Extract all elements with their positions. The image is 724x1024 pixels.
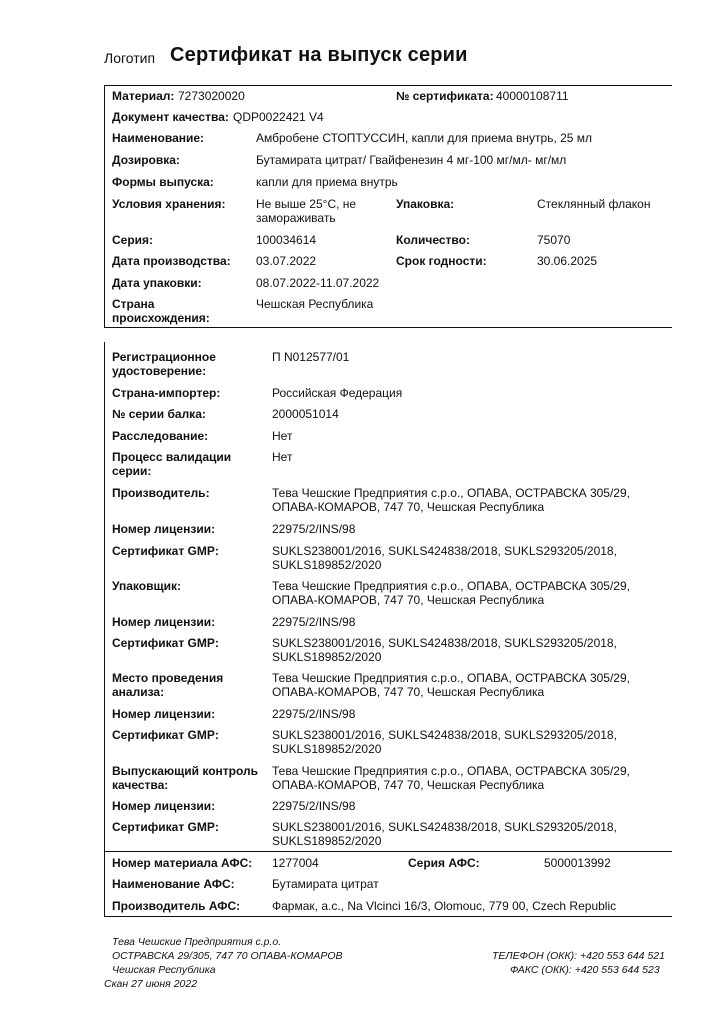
origin-label-line1: Страна bbox=[112, 297, 155, 311]
logo-placeholder: Логотип bbox=[104, 50, 156, 66]
analysis-address-line2: ОПАВА-КОМАРОВ, 747 70, Чешская Республика bbox=[272, 685, 545, 699]
manufacturer-label: Производитель: bbox=[112, 486, 210, 500]
investigation-label: Расследование: bbox=[112, 429, 209, 443]
release-qc-label-line1: Выпускающий контроль bbox=[112, 764, 259, 778]
name-value: Амбробене СТОПТУССИН, капли для приема внутрь, 25 мл bbox=[256, 131, 593, 145]
gmp-label: Сертификат GMP: bbox=[112, 728, 219, 742]
registration-value: П N012577/01 bbox=[272, 350, 350, 364]
quality-doc-value: QDP0022421 V4 bbox=[233, 110, 324, 124]
expiry-value: 30.06.2025 bbox=[537, 254, 598, 268]
bottom-divider bbox=[104, 916, 672, 917]
api-manufacturer-value: Фармак, а.с., Na Vlcinci 16/3, Olomouc, 779 00, Czech Republic bbox=[272, 899, 617, 913]
package-label: Упаковка: bbox=[396, 197, 455, 211]
gmp-label: Сертификат GMP: bbox=[112, 636, 219, 650]
left-border-bottom bbox=[104, 342, 105, 917]
api-name-value: Бутамирата цитрат bbox=[272, 877, 379, 891]
api-material-label: Номер материала АФС: bbox=[112, 856, 253, 870]
registration-label-line1: Регистрационное bbox=[112, 350, 216, 364]
validation-value: Нет bbox=[272, 450, 293, 464]
release-qc-label-line2: качества: bbox=[112, 778, 169, 792]
series-label: Серия: bbox=[112, 233, 154, 247]
license-value: 22975/2/INS/98 bbox=[272, 799, 356, 813]
api-manufacturer-label: Производитель АФС: bbox=[112, 899, 241, 913]
packager-address-line2: ОПАВА-КОМАРОВ, 747 70, Чешская Республика bbox=[272, 593, 545, 607]
name-label: Наименование: bbox=[112, 131, 205, 145]
manufacturer-address-line1: Тева Чешские Предприятия с.р.о., ОПАВА, ОСТРАВСКА 305/29, bbox=[272, 486, 630, 500]
validation-label-line1: Процесс валидации bbox=[112, 450, 232, 464]
bulk-series-label: № серии балка: bbox=[112, 407, 206, 421]
material-label: Материал: bbox=[112, 89, 175, 103]
page-title: Сертификат на выпуск серии bbox=[170, 44, 468, 66]
license-value: 22975/2/INS/98 bbox=[272, 522, 356, 536]
origin-value: Чешская Республика bbox=[256, 297, 374, 311]
footer-scan-date: Скан 27 июня 2022 bbox=[104, 978, 198, 990]
investigation-value: Нет bbox=[272, 429, 293, 443]
origin-label-line2: происхождения: bbox=[112, 311, 210, 325]
gmp-value-line1: SUKLS238001/2016, SUKLS424838/2018, SUKLS293205/2018, bbox=[272, 820, 617, 834]
expiry-label: Срок годности: bbox=[396, 254, 487, 268]
api-divider bbox=[104, 851, 672, 852]
gmp-value-line2: SUKLS189852/2020 bbox=[272, 834, 382, 848]
license-label: Номер лицензии: bbox=[112, 615, 216, 629]
manufacturer-address-line2: ОПАВА-КОМАРОВ, 747 70, Чешская Республика bbox=[272, 500, 545, 514]
api-series-label: Серия АФС: bbox=[408, 856, 480, 870]
release-address-line2: ОПАВА-КОМАРОВ, 747 70, Чешская Республика bbox=[272, 778, 545, 792]
api-name-label: Наименование АФС: bbox=[112, 877, 235, 891]
gmp-value-line2: SUKLS189852/2020 bbox=[272, 558, 382, 572]
registration-label-line2: удостоверение: bbox=[112, 364, 207, 378]
license-label: Номер лицензии: bbox=[112, 522, 216, 536]
packing-date-value: 08.07.2022-11.07.2022 bbox=[256, 276, 380, 290]
forms-label: Формы выпуска: bbox=[112, 175, 214, 189]
footer-phone: ТЕЛЕФОН (ОКК): +420 553 644 521 bbox=[492, 950, 665, 962]
cert-no-value: 40000108711 bbox=[496, 89, 569, 103]
production-date-label: Дата производства: bbox=[112, 254, 231, 268]
gmp-value-line1: SUKLS238001/2016, SUKLS424838/2018, SUKLS293205/2018, bbox=[272, 544, 617, 558]
license-label: Номер лицензии: bbox=[112, 799, 216, 813]
dosage-value: Бутамирата цитрат/ Гвайфенезин 4 мг-100 мг/мл- мг/мл bbox=[256, 153, 567, 167]
forms-value: капли для приема внутрь bbox=[256, 175, 398, 189]
left-border-top bbox=[104, 85, 105, 327]
section-divider bbox=[104, 327, 672, 328]
bulk-series-value: 2000051014 bbox=[272, 407, 339, 421]
packager-label: Упаковщик: bbox=[112, 579, 181, 593]
release-address-line1: Тева Чешские Предприятия с.р.о., ОПАВА, ОСТРАВСКА 305/29, bbox=[272, 764, 630, 778]
storage-value-line1: Не выше 25°C, не bbox=[256, 197, 357, 211]
license-value: 22975/2/INS/98 bbox=[272, 707, 356, 721]
footer-fax: ФАКС (ОКК): +420 553 644 523 bbox=[510, 964, 660, 976]
gmp-label: Сертификат GMP: bbox=[112, 544, 219, 558]
validation-label-line2: серии: bbox=[112, 464, 152, 478]
storage-value-line2: замораживать bbox=[256, 211, 336, 225]
analysis-address-line1: Тева Чешские Предприятия с.р.о., ОПАВА, ОСТРАВСКА 305/29, bbox=[272, 671, 630, 685]
packager-address-line1: Тева Чешские Предприятия с.р.о., ОПАВА, ОСТРАВСКА 305/29, bbox=[272, 579, 630, 593]
series-value: 100034614 bbox=[256, 233, 317, 247]
footer-country: Чешская Республика bbox=[112, 964, 216, 976]
dosage-label: Дозировка: bbox=[112, 153, 180, 167]
analysis-site-label-line1: Место проведения bbox=[112, 671, 224, 685]
gmp-value-line1: SUKLS238001/2016, SUKLS424838/2018, SUKLS293205/2018, bbox=[272, 636, 617, 650]
quantity-value: 75070 bbox=[537, 233, 571, 247]
production-date-value: 03.07.2022 bbox=[256, 254, 317, 268]
api-series-value: 5000013992 bbox=[544, 856, 611, 870]
gmp-value-line1: SUKLS238001/2016, SUKLS424838/2018, SUKLS293205/2018, bbox=[272, 728, 617, 742]
api-material-value: 1277004 bbox=[272, 856, 319, 870]
gmp-label: Сертификат GMP: bbox=[112, 820, 219, 834]
cert-no-label: № сертификата: bbox=[396, 89, 494, 103]
gmp-value-line2: SUKLS189852/2020 bbox=[272, 742, 382, 756]
importer-value: Российская Федерация bbox=[272, 386, 403, 400]
importer-label: Страна-импортер: bbox=[112, 386, 221, 400]
footer-address: ОСТРАВСКА 29/305, 747 70 ОПАВА-КОМАРОВ bbox=[112, 950, 343, 962]
license-label: Номер лицензии: bbox=[112, 707, 216, 721]
analysis-site-label-line2: анализа: bbox=[112, 685, 165, 699]
footer-company: Тева Чешские Предприятия с.р.о. bbox=[112, 936, 282, 948]
package-value: Стеклянный флакон bbox=[537, 197, 651, 211]
storage-label: Условия хранения: bbox=[112, 197, 226, 211]
quality-doc-label: Документ качества: bbox=[112, 110, 229, 124]
license-value: 22975/2/INS/98 bbox=[272, 615, 356, 629]
gmp-value-line2: SUKLS189852/2020 bbox=[272, 650, 382, 664]
top-divider bbox=[104, 85, 672, 86]
quantity-label: Количество: bbox=[396, 233, 470, 247]
packing-date-label: Дата упаковки: bbox=[112, 276, 202, 290]
material-value: 7273020020 bbox=[178, 89, 245, 103]
